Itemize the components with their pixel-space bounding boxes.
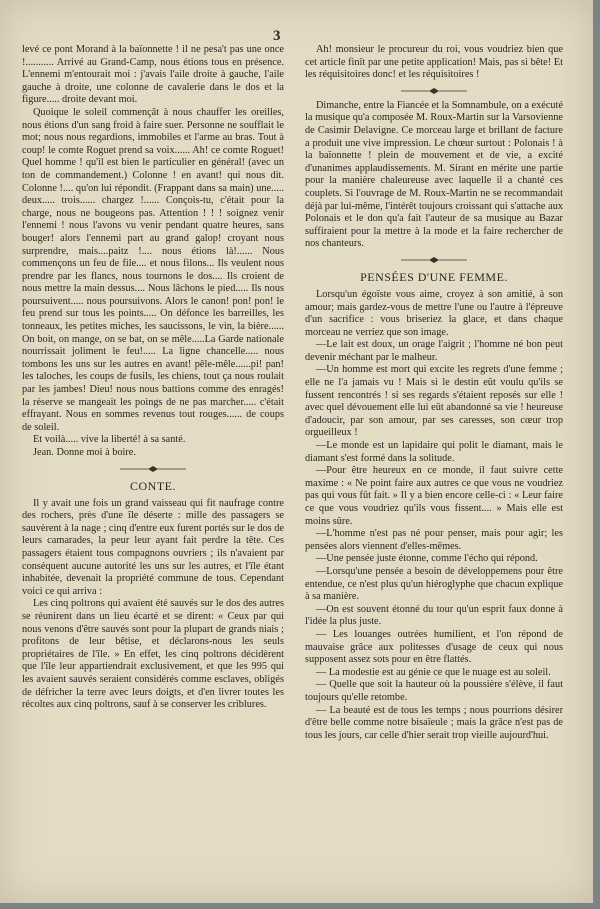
pensee-paragraph: — Quelle que soit la hauteur où la poussière s'élève, il faut toujours qu'elle retombe. [305, 679, 563, 703]
right-column [305, 44, 563, 742]
page-number: 3 [273, 28, 281, 44]
pensee-paragraph: — Les louanges outrées humilient, et l'on répond de mauvaise grâce aux politesses d'usage de ceux qui nous supposent assez sots pour en être flattés. [305, 628, 563, 666]
article-paragraph: Quoique le soleil commençât à nous chauffer les oreilles, nous étions d'un sang froid à faire suer. Personne ne soufflait le mot; nous nous regardions, immobiles et l'arme au bras. Tout à coup! le comte Roguet prend sa voix...... Ah! ce comte Roguet! Quel homme ! qu'il est bien le particulier en général! (avec un ton de commandement.) Colonne ! en avant! qui nous dit. Colonne !.... qu'on lui répondit. (Frappant dans sa main) une..... deux..... trois...... chargez !...... Conçois-tu, c'était pour la charge, nous ne bougeons pas. Attention ! ! ! soignez venir l'ennemi ! nous l'avons vu venir pendant quatre heures, sans bouger! alors l'ennemi part au grand galop! croyant nous surprendre, mais....paitz !.... nous étions là!...... Nous commençons un feu de file.... et nous filons... Ils veulent nous prendre par les flancs, nous tournons le dos.... Ils croient de nous mettre la main dessus.... Nous lâchons le pied..... Ils nous poursuivent..... nous poursuivons. Alors le canon! pon! pon! le feu prend sur tous les points..... On défonce les barreilles, les tonneaux, les petites miches, les saucissons, le vin, la bière...... On boit, on mange, on se bat, on se mêle.....La Garde nationale nourrissait joliment le feu!..... La ligne chancelle..... nous tombons les uns sur les autres en avant! pêle-mêle......pi! pan! les taloches, les coups de fusils, les chiens, tout ça nous roulait par les jambes! Dieu! nous nous battions comme des enragés! la réserve se mangeait les poings de ne pas marcher..... c'était effrayant. Nous en sommes revenus tout rouges...... de coups de soleil. [22, 106, 284, 433]
pensee-paragraph: — La modestie est au génie ce que le nuage est au soleil. [316, 666, 551, 678]
pensees-title: PENSÉES D'UNE FEMME. [360, 269, 508, 284]
pensee-paragraph: —Une pensée juste étonne, comme l'écho qui répond. [316, 553, 538, 565]
article-paragraph: Ah! monsieur le procureur du roi, vous voudriez bien que cet article finît par une petite application! Mais, pas si bête! Et les réquisitoires donc! et les réquisitoires ! [305, 44, 563, 81]
conte-paragraph: Les cinq poltrons qui avaient été sauvés sur le dos des autres se réunirent dans un lieu écarté et se dirent: « Ceux par qui nous venons d'être sauvés sont pour la plupart de grands niais ; profitons de leur bêtise, et déclarons-nous les seuls propriétaires de l'île. » En effet, les cinq poltrons décidèrent que l'île leur appartiendrait exclusivement, et que les 995 qui les avaient sauvés seraient considérés comme esclaves, obligés de défricher la terre avec leurs doigts, et d'en livrer toutes les récoltes aux cinq poltrons, sauf à se conserver les criblures. [22, 598, 284, 711]
pensee-paragraph: — La beauté est de tous les temps ; nous pourrions désirer d'être belle comme notre bisaïeule ; mais la grâce n'est pas de tous les jours, car celle d'hier serait trop vieille aujourd'hui. [305, 704, 563, 741]
pensee-paragraph: —Le monde est un lapidaire qui polit le diamant, mais le diamant s'est formé dans la solitude. [305, 440, 563, 464]
conte-title: CONTE. [130, 478, 176, 493]
conte-paragraph: Il y avait une fois un grand vaisseau qui fit naufrage contre des rochers, près d'une île déserte : mille des passagers se sauvèrent à la nage ; cinq d'entre eux furent portés sur le dos de leurs camarades, la peur leur ayant fait perdre la tête. Ces passagers étaient tous compagnons ouvriers ; ils n'avaient par conséquent aucune autorité les uns sur les autres, et l'île étant inhabitée, devenait la propriété commune de tous. Cependant voici ce qui arriva : [22, 497, 284, 597]
article-signature: Jean. Donne moi à boire. [33, 447, 136, 458]
pensee-paragraph: Lorsqu'un égoïste vous aime, croyez à son amitié, à son amour; mais gardez-vous de mettre l'une ou l'autre à l'épreuve d'un sacrifice : vous briseriez la glace, et dans chaque morceau ne verriez que son image. [305, 288, 563, 338]
ornamental-divider [399, 87, 469, 95]
pensee-paragraph: —Lorsqu'une pensée a besoin de développemens pour être entendue, ce n'est plus qu'un hiéroglyphe que chacun explique à sa manière. [305, 565, 563, 603]
article-paragraph: levé ce pont Morand à la baïonnette ! il ne pesa't pas une once !........... Arrivé au Grand-Camp, nous étions tous en présence. L'ennemi m'entourait moi : j'avais l'aile droite à gauche, l'aile gauche à droite, une colonne de cavalerie dans le dos et la figure..... droite devant moi. [22, 44, 284, 106]
ornamental-divider [399, 256, 469, 264]
article-paragraph: Dimanche, entre la Fiancée et la Somnambule, on a exécuté la musique qu'a composée M. Roux-Martin sur la Varsovienne de Casimir Delavigne. Ce morceau large et brillant de facture a produit une vive impression. Le chœur surtout : Polonais ! à la baïonnette ! plein de mouvement et de vie, a excité d'unanimes applaudissements. M. Sirant en mérite une partie pour la manière chaleureuse avec laquelle il a chanté ces couplets. Si l'ouvrage de M. Roux-Martin ne se recommandait déjà par lui-même, l'intérêt toujours croissant qui s'attache aux Polonais et le don qu'a fait l'auteur de sa musique au Bazar suffiraient pour la mettre à la mode et la faire rechercher de nos chanteurs. [305, 99, 563, 250]
article-paragraph: Et voilà..... vive la liberté! à sa santé. [33, 434, 186, 446]
pensee-paragraph: —L'homme n'est pas né pour penser, mais pour agir; les pensées alors viennent d'elles-mêmes. [305, 528, 563, 552]
ornamental-divider [118, 465, 188, 473]
pensee-paragraph: —On est souvent étonné du tour qu'un esprit faux donne à l'idée la plus juste. [305, 603, 563, 628]
pensee-paragraph: —Le lait est doux, un orage l'aigrit ; l'homme né bon peut devenir méchant par le malheur. [305, 339, 563, 363]
pensee-paragraph: —Un homme est mort qui excite les regrets d'une femme ; elle ne l'a jamais vu ! Mais si le destin eût voulu qu'ils se fussent rencontrés ! si ses regards s'étaient reposés sur elle ! avec quel dévouement elle lui eût abandonné sa vie ! heureuse d'adoucir, par son amour, par ses caresses, son cœur trop orgueilleux ! [305, 364, 563, 439]
pensee-paragraph: —Pour être heureux en ce monde, il faut suivre cette maxime : « Ne point faire aux autres ce que vous ne voudriez pas qui vous fût fait. » Il y a bien encore celle-ci : « Leur faire ce que vous voudriez qu'ils vous fissent.... » Mais elle est moins sûre. [305, 465, 563, 527]
left-column [22, 44, 284, 712]
